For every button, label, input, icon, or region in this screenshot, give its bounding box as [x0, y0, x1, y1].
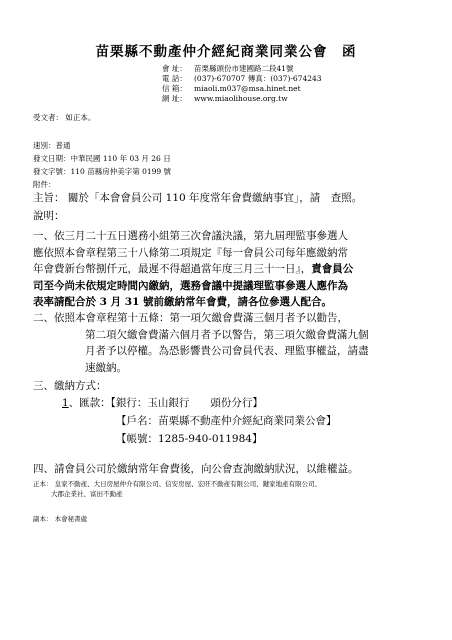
- phone-value: (037)-670707 傳真：(037)-674243: [194, 74, 322, 83]
- document-title: 苗栗縣不動產仲介經紀商業同業公會 函: [95, 44, 357, 60]
- email-value: miaoli.m037@msa.hinet.net: [194, 84, 301, 93]
- website-label: 網 址：: [162, 94, 187, 103]
- item-2-line: 二、依照本會章程第十五條：第一項欠繳會費滿三個月者予以勸告，: [33, 312, 348, 324]
- document-number: 發文字號：110 苗縣房仲美字第 0199 號: [33, 167, 172, 176]
- original-recipients-line: 正本： 皇家不動產、大日房屋仲介有限公司、信安房屋、宏旺不動產有限公司、鍵家地產有限公司、: [33, 480, 322, 488]
- subject-text: 關於「本會會員公司 110 年度常年會費繳納事宜」，請 查照。: [67, 192, 363, 204]
- recipient: 受文者： 如正本。: [33, 113, 96, 122]
- website-value: www.miaolihouse.org.tw: [194, 94, 288, 103]
- item-1-emphasis: 責會員公: [311, 263, 354, 275]
- original-recipients-line: 大郡企業社、富田不動產: [51, 490, 123, 498]
- org-contact-info: [162, 64, 322, 104]
- item-2: [33, 310, 433, 376]
- item-1-emphasis-line: 表率請配合於 3 月 31 號前繳納常年會費，請各位參選人配合。: [33, 296, 333, 308]
- account-number: 【帳號：1285-940-011984】: [116, 433, 263, 445]
- account-name: 【戶名：苗栗縣不動產仲介經紀商業同業公會】: [116, 415, 337, 427]
- item-1-line: 一、依三月二十五日選務小組第三次會議決議，第九屆理監事參選人: [33, 230, 348, 242]
- phone-row: [162, 74, 322, 84]
- list-number: 1: [62, 397, 69, 409]
- address-label: 會 址：: [162, 64, 187, 73]
- carbon-copy: 副本： 本會秘書處: [33, 515, 88, 523]
- item-2-line: 月者予以停權。為恐影響貴公司會員代表、理監事權益，請盡: [85, 345, 369, 357]
- item-2-line: 速繳納。: [85, 361, 127, 374]
- email-row: [162, 84, 322, 94]
- item-1-text: 年會費新台幣捌仟元，最遲不得超過當年度三月三十一日』，: [33, 263, 312, 275]
- item-4: 四、請會員公司於繳納常年會費後，向公會查詢繳納狀況，以維權益。: [33, 463, 359, 475]
- payment-method-label: 三、繳納方式：: [33, 380, 107, 392]
- subject-line: [33, 190, 362, 205]
- speed-field: 速別：普通: [33, 141, 71, 150]
- address-value: 苗栗縣頭份市建國路二段41號: [194, 64, 294, 73]
- email-label: 信 箱：: [162, 84, 187, 93]
- explanation-label: 說明：: [33, 210, 65, 222]
- address-row: [162, 64, 322, 74]
- item-2-line: 第二項欠繳會費滿六個月者予以警告，第三項欠繳會費滿九個: [85, 328, 369, 341]
- issue-date: 發文日期：中華民國 110 年 03 月 26 日: [33, 154, 171, 163]
- original-recipients: [33, 479, 321, 499]
- remittance-bank: 、匯款：【銀行：玉山銀行 頭份分行】: [68, 397, 263, 409]
- subject-label: 主旨：: [33, 192, 65, 204]
- phone-label: 電 話：: [162, 74, 187, 83]
- item-1: [33, 228, 433, 311]
- item-1-emphasis-line: 司至今尚未依規定時間內繳納，選務會議中提議理監事參選人應作為: [33, 279, 348, 292]
- attachment-field: 附件：: [33, 180, 56, 189]
- website-row: [162, 94, 322, 104]
- item-1-line: [33, 261, 433, 278]
- item-1-line: 應依照本會章程第三十八條第二項規定『每一會員公司每年應繳納常: [33, 246, 348, 259]
- remittance-line: [62, 395, 263, 410]
